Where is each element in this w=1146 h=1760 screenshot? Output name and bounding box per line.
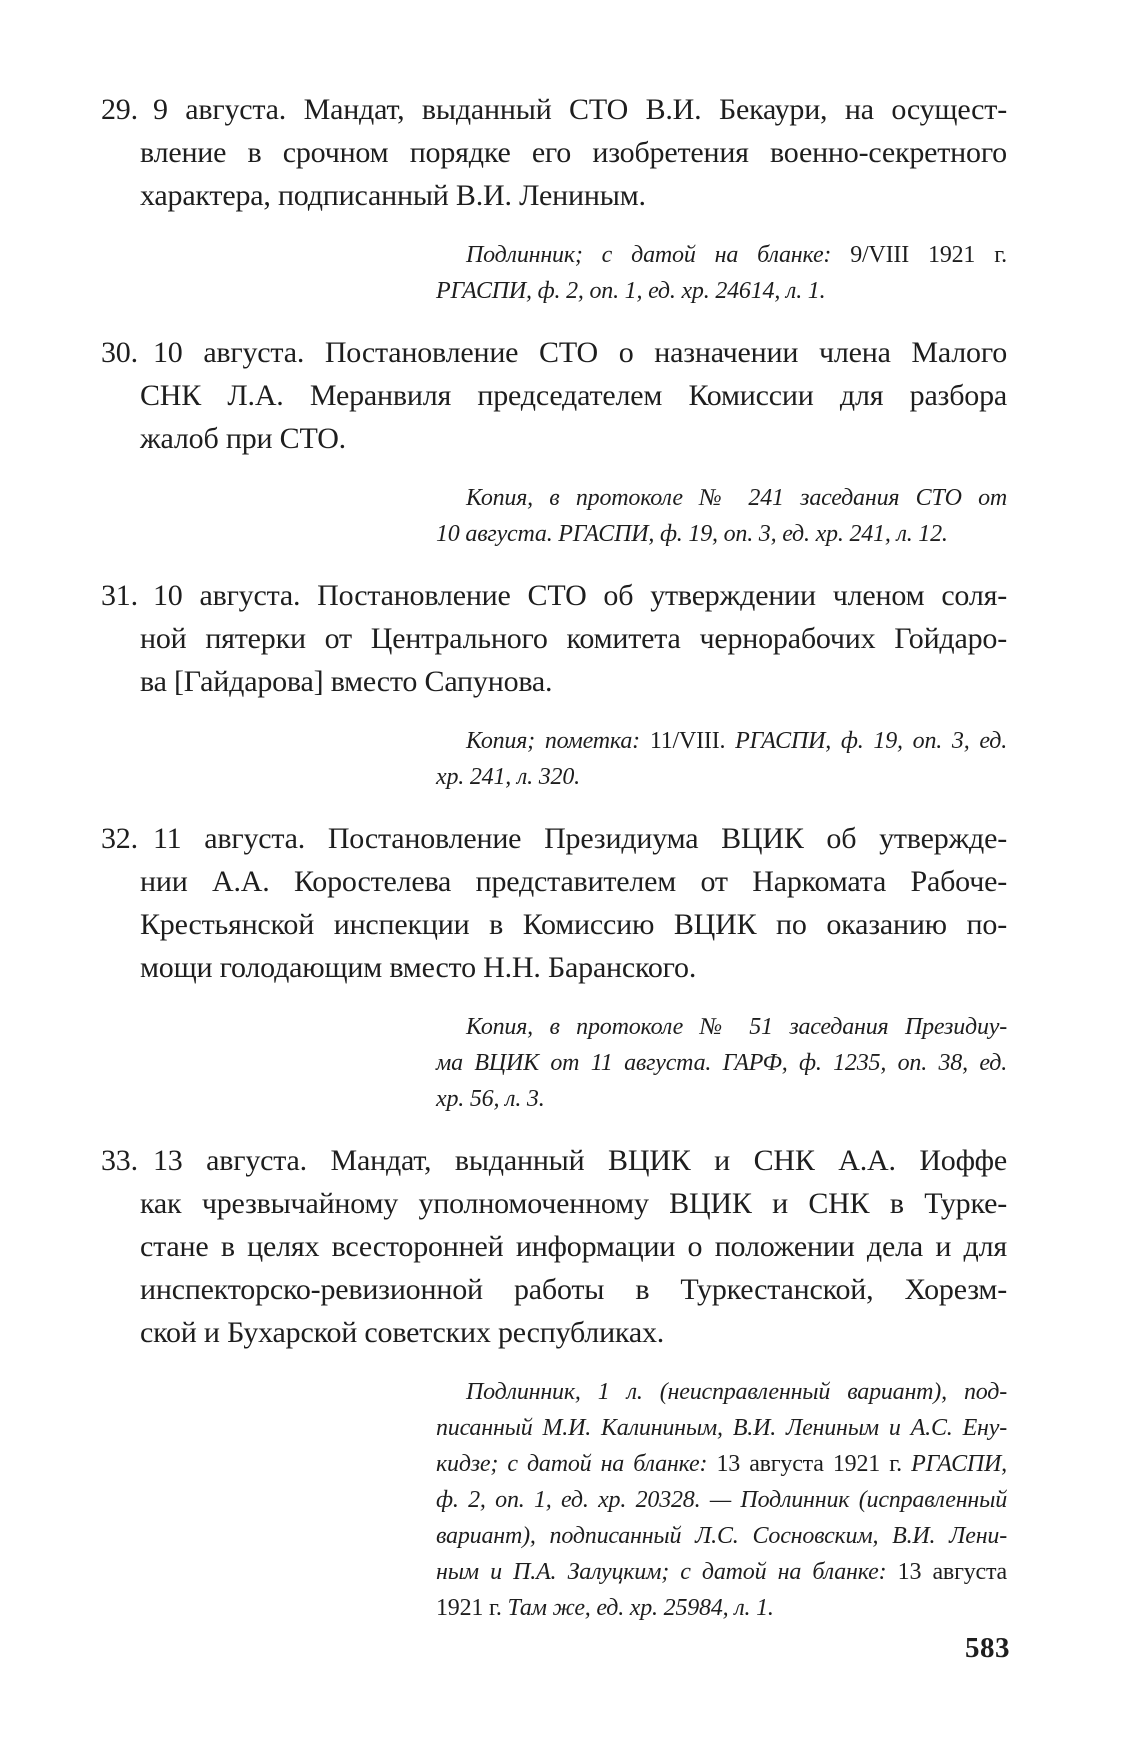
citation-line (436, 1446, 1007, 1482)
page-number: 583 (965, 1632, 1010, 1664)
citation-text-italic: Копия, в протоколе № 51 заседания Президиу- (466, 1014, 1007, 1040)
entry-body (140, 817, 1007, 989)
entry-number: 30. (101, 336, 138, 369)
citation-text-italic: Подлинник; с датой на бланке: (466, 242, 851, 268)
entry-body (140, 1139, 1007, 1354)
catalog-entry (101, 88, 1007, 309)
entry-body-line: мощи голодающим вместо Н.Н. Баранского. (140, 951, 697, 984)
entry-number: 29. (101, 93, 138, 126)
citation-date-roman: 13 августа 1921 г. (716, 1451, 912, 1477)
entry-body-line: жалоб при СТО. (140, 422, 346, 455)
citation-line (436, 1482, 1007, 1518)
entry-body-line: ской и Бухарской советских республиках. (140, 1316, 665, 1349)
citation-text-italic: хр. 56, л. 3. (436, 1086, 545, 1112)
citation-text-italic: писанный М.И. Калининым, В.И. Лениным и А.С. Ену- (436, 1415, 1007, 1441)
citation-date-roman: 9/VIII 1921 г. (850, 242, 1007, 268)
entry-body-line: нии А.А. Коростелева представителем от Наркомата Рабоче- (140, 865, 1007, 898)
citation-text-italic: ма ВЦИК от 11 августа. ГАРФ, ф. 1235, оп. 38, ед. (436, 1050, 1007, 1076)
citation-line (436, 1590, 1007, 1626)
catalog-entry (101, 574, 1007, 795)
entry-body-line: 10 августа. Постановление СТО об утверждении членом соля- (153, 579, 1007, 612)
citation-line (436, 759, 1007, 795)
citation-text-italic: 10 августа. РГАСПИ, ф. 19, оп. 3, ед. хр. 241, л. 12. (436, 521, 948, 547)
citation-text-italic: РГАСПИ, ф. 19, оп. 3, ед. (725, 728, 1007, 754)
entry-body-line: 10 августа. Постановление СТО о назначении члена Малого (153, 336, 1007, 369)
entry-body (140, 574, 1007, 703)
entry-citation (436, 480, 1007, 552)
entry-body-line: 9 августа. Мандат, выданный СТО В.И. Бекаури, на осущест- (153, 93, 1007, 126)
citation-text-italic: Подлинник, 1 л. (неисправленный вариант), под- (466, 1379, 1007, 1405)
citation-text-italic: кидзе; с датой на бланке: (436, 1451, 717, 1477)
citation-date-roman: 13 августа (897, 1559, 1007, 1585)
entry-body (140, 331, 1007, 460)
entry-body-line: как чрезвычайному уполномоченному ВЦИК и СНК в Турке- (140, 1187, 1007, 1220)
entry-citation (436, 1374, 1007, 1626)
entry-number: 33. (101, 1144, 138, 1177)
entry-body-line: 11 августа. Постановление Президиума ВЦИК об утвержде- (153, 822, 1007, 855)
citation-text-italic: РГАСПИ, ф. 2, оп. 1, ед. хр. 24614, л. 1. (436, 278, 826, 304)
citation-line (436, 237, 1007, 273)
entry-body-line: ва [Гайдарова] вместо Сапунова. (140, 665, 553, 698)
citation-line (436, 480, 1007, 516)
citation-line (436, 723, 1007, 759)
citation-line (436, 1518, 1007, 1554)
entry-body-line: 13 августа. Мандат, выданный ВЦИК и СНК А.А. Иоффе (153, 1144, 1007, 1177)
citation-line (436, 1410, 1007, 1446)
citation-text-italic: хр. 241, л. 320. (436, 764, 580, 790)
citation-line (436, 273, 1007, 309)
citation-date-roman: 11/VIII. (649, 728, 726, 754)
catalog-entry (101, 1139, 1007, 1626)
entry-body (140, 88, 1007, 217)
citation-text-italic: Копия, в протоколе № 241 заседания СТО от (466, 485, 1007, 511)
entry-body-line: вление в срочном порядке его изобретения военно-секретного (140, 136, 1007, 169)
citation-date-roman: 1921 г. (436, 1595, 508, 1621)
entry-citation (436, 723, 1007, 795)
citation-text-italic: Там же, ед. хр. 25984, л. 1. (507, 1595, 774, 1621)
citation-text-italic: Копия; пометка: (466, 728, 650, 754)
entry-body-line: стане в целях всесторонней информации о положении дела и для (140, 1230, 1007, 1263)
entry-body-line: Крестьянской инспекции в Комиссию ВЦИК по оказанию по- (140, 908, 1007, 941)
entry-number: 31. (101, 579, 138, 612)
entry-citation (436, 237, 1007, 309)
entry-body-line: ной пятерки от Центрального комитета чернорабочих Гойдаро- (140, 622, 1007, 655)
citation-line (436, 1081, 1007, 1117)
entry-body-line: инспекторско-ревизионной работы в Туркестанской, Хорезм- (140, 1273, 1007, 1306)
citation-line (436, 1045, 1007, 1081)
entry-citation (436, 1009, 1007, 1117)
citation-line (436, 1554, 1007, 1590)
entry-body-line: характера, подписанный В.И. Лениным. (140, 179, 646, 212)
citation-text-italic: ным и П.А. Залуцким; с датой на бланке: (436, 1559, 898, 1585)
catalog-entry (101, 331, 1007, 552)
entry-number: 32. (101, 822, 138, 855)
citation-line (436, 1374, 1007, 1410)
catalog-entry (101, 817, 1007, 1117)
citation-text-italic: РГАСПИ, (911, 1451, 1007, 1477)
citation-line (436, 1009, 1007, 1045)
entry-body-line: СНК Л.А. Меранвиля председателем Комиссии для разбора (140, 379, 1007, 412)
citation-text-italic: ф. 2, оп. 1, ед. хр. 20328. — Подлинник (исправленный (436, 1487, 1007, 1513)
citation-line (436, 516, 1007, 552)
citation-text-italic: вариант), подписанный Л.С. Сосновским, В.И. Лени- (436, 1523, 1007, 1549)
